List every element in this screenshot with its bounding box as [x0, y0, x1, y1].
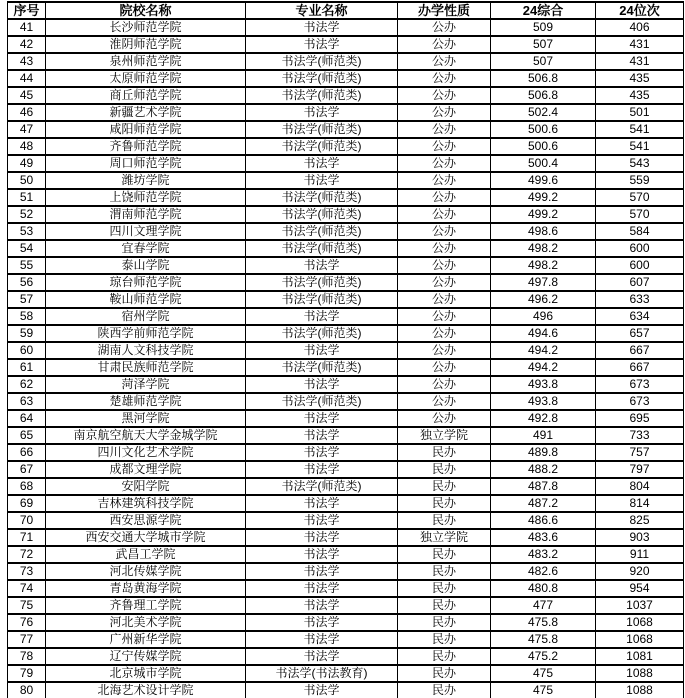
table-cell: 487.8	[491, 478, 596, 495]
table-cell: 民办	[398, 682, 491, 698]
table-cell: 59	[8, 325, 46, 342]
column-header-1: 院校名称	[46, 2, 246, 19]
table-cell: 书法学(师范类)	[246, 53, 398, 70]
table-cell: 541	[596, 121, 684, 138]
table-row	[8, 240, 684, 257]
table-cell: 书法学(师范类)	[246, 223, 398, 240]
table-cell: 607	[596, 274, 684, 291]
table-cell: 咸阳师范学院	[46, 121, 246, 138]
table-row	[8, 393, 684, 410]
table-cell: 公办	[398, 410, 491, 427]
table-cell: 49	[8, 155, 46, 172]
table-cell: 公办	[398, 240, 491, 257]
table-row	[8, 19, 684, 36]
table-cell: 44	[8, 70, 46, 87]
table-cell: 657	[596, 325, 684, 342]
table-cell: 65	[8, 427, 46, 444]
table-cell: 淮阴师范学院	[46, 36, 246, 53]
table-row	[8, 665, 684, 682]
table-cell: 50	[8, 172, 46, 189]
table-cell: 河北美术学院	[46, 614, 246, 631]
table-row	[8, 444, 684, 461]
table-cell: 492.8	[491, 410, 596, 427]
table-cell: 74	[8, 580, 46, 597]
table-row	[8, 495, 684, 512]
table-row	[8, 682, 684, 698]
table-cell: 498.2	[491, 240, 596, 257]
table-cell: 公办	[398, 308, 491, 325]
table-cell: 493.8	[491, 376, 596, 393]
table-cell: 书法学	[246, 36, 398, 53]
table-cell: 75	[8, 597, 46, 614]
table-cell: 43	[8, 53, 46, 70]
table-cell: 431	[596, 53, 684, 70]
table-cell: 475.8	[491, 631, 596, 648]
table-cell: 成都文理学院	[46, 461, 246, 478]
table-cell: 483.2	[491, 546, 596, 563]
table-cell: 书法学(师范类)	[246, 393, 398, 410]
table-cell: 楚雄师范学院	[46, 393, 246, 410]
table-cell: 民办	[398, 444, 491, 461]
table-row	[8, 36, 684, 53]
table-cell: 71	[8, 529, 46, 546]
table-cell: 书法学	[246, 172, 398, 189]
table-row	[8, 478, 684, 495]
table-cell: 书法学(师范类)	[246, 138, 398, 155]
table-cell: 独立学院	[398, 427, 491, 444]
table-cell: 公办	[398, 87, 491, 104]
table-cell: 77	[8, 631, 46, 648]
table-cell: 公办	[398, 172, 491, 189]
table-cell: 新疆艺术学院	[46, 104, 246, 121]
table-cell: 武昌工学院	[46, 546, 246, 563]
column-header-2: 专业名称	[246, 2, 398, 19]
table-cell: 52	[8, 206, 46, 223]
table-cell: 695	[596, 410, 684, 427]
table-cell: 书法学	[246, 648, 398, 665]
table-cell: 书法学	[246, 614, 398, 631]
table-cell: 920	[596, 563, 684, 580]
table-cell: 1068	[596, 631, 684, 648]
table-cell: 498.6	[491, 223, 596, 240]
table-row	[8, 308, 684, 325]
table-cell: 宿州学院	[46, 308, 246, 325]
table-cell: 公办	[398, 274, 491, 291]
table-cell: 泉州师范学院	[46, 53, 246, 70]
table-cell: 506.8	[491, 70, 596, 87]
table-cell: 64	[8, 410, 46, 427]
table-cell: 496	[491, 308, 596, 325]
table-cell: 502.4	[491, 104, 596, 121]
table-cell: 书法学(师范类)	[246, 291, 398, 308]
table-cell: 488.2	[491, 461, 596, 478]
table-row	[8, 546, 684, 563]
table-cell: 507	[491, 36, 596, 53]
table-cell: 书法学(师范类)	[246, 478, 398, 495]
table-cell: 太原师范学院	[46, 70, 246, 87]
table-cell: 486.6	[491, 512, 596, 529]
table-cell: 80	[8, 682, 46, 698]
table-cell: 667	[596, 359, 684, 376]
table-cell: 634	[596, 308, 684, 325]
table-cell: 500.6	[491, 138, 596, 155]
table-cell: 500.4	[491, 155, 596, 172]
table-cell: 56	[8, 274, 46, 291]
table-cell: 书法学	[246, 308, 398, 325]
table-row	[8, 648, 684, 665]
table-cell: 公办	[398, 376, 491, 393]
table-cell: 73	[8, 563, 46, 580]
table-row	[8, 580, 684, 597]
table-cell: 431	[596, 36, 684, 53]
table-row	[8, 87, 684, 104]
table-cell: 60	[8, 342, 46, 359]
table-cell: 公办	[398, 291, 491, 308]
table-row	[8, 155, 684, 172]
table-cell: 475	[491, 665, 596, 682]
table-cell: 68	[8, 478, 46, 495]
table-row	[8, 53, 684, 70]
table-cell: 435	[596, 70, 684, 87]
table-cell: 公办	[398, 359, 491, 376]
table-row	[8, 325, 684, 342]
table-cell: 陕西学前师范学院	[46, 325, 246, 342]
table-row	[8, 206, 684, 223]
table-cell: 北海艺术设计学院	[46, 682, 246, 698]
table-cell: 河北传媒学院	[46, 563, 246, 580]
table-row	[8, 223, 684, 240]
table-cell: 公办	[398, 393, 491, 410]
table-cell: 499.6	[491, 172, 596, 189]
table-cell: 757	[596, 444, 684, 461]
table-row	[8, 189, 684, 206]
table-cell: 书法学	[246, 546, 398, 563]
table-cell: 公办	[398, 121, 491, 138]
table-cell: 493.8	[491, 393, 596, 410]
table-row	[8, 172, 684, 189]
table-cell: 55	[8, 257, 46, 274]
table-cell: 书法学	[246, 461, 398, 478]
table-cell: 渭南师范学院	[46, 206, 246, 223]
table-row	[8, 376, 684, 393]
table-cell: 书法学	[246, 427, 398, 444]
table-cell: 潍坊学院	[46, 172, 246, 189]
table-cell: 498.2	[491, 257, 596, 274]
table-cell: 北京城市学院	[46, 665, 246, 682]
table-row	[8, 104, 684, 121]
table-cell: 483.6	[491, 529, 596, 546]
table-cell: 南京航空航天大学金城学院	[46, 427, 246, 444]
table-cell: 民办	[398, 614, 491, 631]
table-cell: 496.2	[491, 291, 596, 308]
table-row	[8, 597, 684, 614]
table-cell: 507	[491, 53, 596, 70]
table-cell: 66	[8, 444, 46, 461]
table-cell: 安阳学院	[46, 478, 246, 495]
table-cell: 673	[596, 376, 684, 393]
table-cell: 商丘师范学院	[46, 87, 246, 104]
table-cell: 491	[491, 427, 596, 444]
table-cell: 48	[8, 138, 46, 155]
table-cell: 民办	[398, 665, 491, 682]
table-cell: 书法学	[246, 257, 398, 274]
table-cell: 911	[596, 546, 684, 563]
table-cell: 487.2	[491, 495, 596, 512]
table-cell: 475.2	[491, 648, 596, 665]
table-cell: 1088	[596, 665, 684, 682]
table-cell: 69	[8, 495, 46, 512]
table-cell: 72	[8, 546, 46, 563]
table-cell: 54	[8, 240, 46, 257]
table-cell: 70	[8, 512, 46, 529]
table-cell: 494.2	[491, 359, 596, 376]
table-row	[8, 257, 684, 274]
table-cell: 书法学(书法教育)	[246, 665, 398, 682]
table-cell: 书法学(师范类)	[246, 206, 398, 223]
table-cell: 公办	[398, 70, 491, 87]
table-cell: 菏泽学院	[46, 376, 246, 393]
table-cell: 公办	[398, 189, 491, 206]
table-cell: 辽宁传媒学院	[46, 648, 246, 665]
table-cell: 480.8	[491, 580, 596, 597]
table-cell: 58	[8, 308, 46, 325]
table-cell: 51	[8, 189, 46, 206]
table-cell: 吉林建筑科技学院	[46, 495, 246, 512]
table-cell: 西安思源学院	[46, 512, 246, 529]
table-cell: 书法学	[246, 155, 398, 172]
table-cell: 公办	[398, 104, 491, 121]
table-cell: 499.2	[491, 206, 596, 223]
table-cell: 书法学(师范类)	[246, 274, 398, 291]
table-cell: 公办	[398, 342, 491, 359]
table-cell: 西安交通大学城市学院	[46, 529, 246, 546]
table-row	[8, 342, 684, 359]
table-cell: 477	[491, 597, 596, 614]
table-row	[8, 512, 684, 529]
column-header-3: 办学性质	[398, 2, 491, 19]
table-cell: 书法学(师范类)	[246, 189, 398, 206]
table-cell: 公办	[398, 138, 491, 155]
table-cell: 书法学	[246, 580, 398, 597]
column-header-4: 24综合	[491, 2, 596, 19]
table-cell: 1068	[596, 614, 684, 631]
table-cell: 600	[596, 240, 684, 257]
table-cell: 齐鲁师范学院	[46, 138, 246, 155]
table-cell: 书法学	[246, 563, 398, 580]
table-row	[8, 274, 684, 291]
table-cell: 804	[596, 478, 684, 495]
table-cell: 541	[596, 138, 684, 155]
table-cell: 45	[8, 87, 46, 104]
table-cell: 62	[8, 376, 46, 393]
table-cell: 民办	[398, 512, 491, 529]
table-cell: 周口师范学院	[46, 155, 246, 172]
column-header-0: 序号	[8, 2, 46, 19]
table-cell: 书法学	[246, 104, 398, 121]
table-cell: 书法学(师范类)	[246, 240, 398, 257]
table-row	[8, 70, 684, 87]
table-row	[8, 121, 684, 138]
table-cell: 民办	[398, 546, 491, 563]
table-cell: 76	[8, 614, 46, 631]
table-cell: 书法学	[246, 410, 398, 427]
table-cell: 570	[596, 206, 684, 223]
table-cell: 559	[596, 172, 684, 189]
table-cell: 482.6	[491, 563, 596, 580]
table-cell: 499.2	[491, 189, 596, 206]
table-cell: 书法学	[246, 376, 398, 393]
table-cell: 667	[596, 342, 684, 359]
table-cell: 甘肃民族师范学院	[46, 359, 246, 376]
table-cell: 民办	[398, 631, 491, 648]
table-row	[8, 631, 684, 648]
table-cell: 78	[8, 648, 46, 665]
table-cell: 814	[596, 495, 684, 512]
table-cell: 书法学(师范类)	[246, 121, 398, 138]
table-cell: 书法学	[246, 682, 398, 698]
table-cell: 41	[8, 19, 46, 36]
table-cell: 书法学	[246, 529, 398, 546]
college-ranking-table	[7, 1, 684, 698]
table-cell: 民办	[398, 495, 491, 512]
table-cell: 954	[596, 580, 684, 597]
table-cell: 上饶师范学院	[46, 189, 246, 206]
table-cell: 书法学(师范类)	[246, 70, 398, 87]
table-cell: 书法学	[246, 444, 398, 461]
table-row	[8, 138, 684, 155]
table-cell: 民办	[398, 580, 491, 597]
table-cell: 509	[491, 19, 596, 36]
table-cell: 公办	[398, 53, 491, 70]
table-cell: 600	[596, 257, 684, 274]
table-cell: 湖南人文科技学院	[46, 342, 246, 359]
table-cell: 53	[8, 223, 46, 240]
table-cell: 书法学	[246, 631, 398, 648]
header-row	[8, 2, 684, 19]
table-cell: 497.8	[491, 274, 596, 291]
table-row	[8, 427, 684, 444]
table-cell: 书法学(师范类)	[246, 87, 398, 104]
table-cell: 903	[596, 529, 684, 546]
table-row	[8, 563, 684, 580]
table-cell: 公办	[398, 257, 491, 274]
table-cell: 民办	[398, 461, 491, 478]
column-header-5: 24位次	[596, 2, 684, 19]
table-cell: 泰山学院	[46, 257, 246, 274]
table-cell: 书法学	[246, 512, 398, 529]
table-cell: 书法学	[246, 342, 398, 359]
table-cell: 500.6	[491, 121, 596, 138]
table-cell: 公办	[398, 206, 491, 223]
table-cell: 406	[596, 19, 684, 36]
table-cell: 435	[596, 87, 684, 104]
table-body	[8, 19, 684, 698]
table-cell: 长沙师范学院	[46, 19, 246, 36]
table-cell: 公办	[398, 155, 491, 172]
table-cell: 494.2	[491, 342, 596, 359]
table-cell: 494.6	[491, 325, 596, 342]
table-cell: 独立学院	[398, 529, 491, 546]
table-cell: 公办	[398, 325, 491, 342]
table-cell: 四川文化艺术学院	[46, 444, 246, 461]
table-cell: 63	[8, 393, 46, 410]
table-cell: 民办	[398, 648, 491, 665]
table-cell: 民办	[398, 563, 491, 580]
table-cell: 673	[596, 393, 684, 410]
table-cell: 1081	[596, 648, 684, 665]
table-cell: 475	[491, 682, 596, 698]
table-cell: 鞍山师范学院	[46, 291, 246, 308]
table-row	[8, 529, 684, 546]
table-cell: 79	[8, 665, 46, 682]
table-cell: 67	[8, 461, 46, 478]
table-row	[8, 410, 684, 427]
table-row	[8, 461, 684, 478]
table-cell: 公办	[398, 36, 491, 53]
table-cell: 宜春学院	[46, 240, 246, 257]
table-cell: 黑河学院	[46, 410, 246, 427]
table-cell: 1088	[596, 682, 684, 698]
table-cell: 齐鲁理工学院	[46, 597, 246, 614]
table-cell: 青岛黄海学院	[46, 580, 246, 597]
table-cell: 543	[596, 155, 684, 172]
table-cell: 506.8	[491, 87, 596, 104]
table-cell: 广州新华学院	[46, 631, 246, 648]
table-cell: 570	[596, 189, 684, 206]
table-cell: 825	[596, 512, 684, 529]
table-cell: 47	[8, 121, 46, 138]
table-cell: 书法学(师范类)	[246, 325, 398, 342]
table-cell: 四川文理学院	[46, 223, 246, 240]
table-cell: 501	[596, 104, 684, 121]
table-cell: 42	[8, 36, 46, 53]
table-cell: 书法学	[246, 597, 398, 614]
table-cell: 书法学(师范类)	[246, 359, 398, 376]
table-cell: 633	[596, 291, 684, 308]
table-cell: 57	[8, 291, 46, 308]
table-cell: 公办	[398, 19, 491, 36]
table-cell: 475.8	[491, 614, 596, 631]
table-cell: 489.8	[491, 444, 596, 461]
table-cell: 民办	[398, 597, 491, 614]
table-cell: 797	[596, 461, 684, 478]
table-cell: 书法学	[246, 495, 398, 512]
table-cell: 584	[596, 223, 684, 240]
table-cell: 琼台师范学院	[46, 274, 246, 291]
table-cell: 1037	[596, 597, 684, 614]
table-cell: 民办	[398, 478, 491, 495]
table-cell: 733	[596, 427, 684, 444]
table-cell: 书法学	[246, 19, 398, 36]
table-cell: 46	[8, 104, 46, 121]
table-row	[8, 291, 684, 308]
table-row	[8, 359, 684, 376]
table-cell: 61	[8, 359, 46, 376]
table-cell: 公办	[398, 223, 491, 240]
table-row	[8, 614, 684, 631]
